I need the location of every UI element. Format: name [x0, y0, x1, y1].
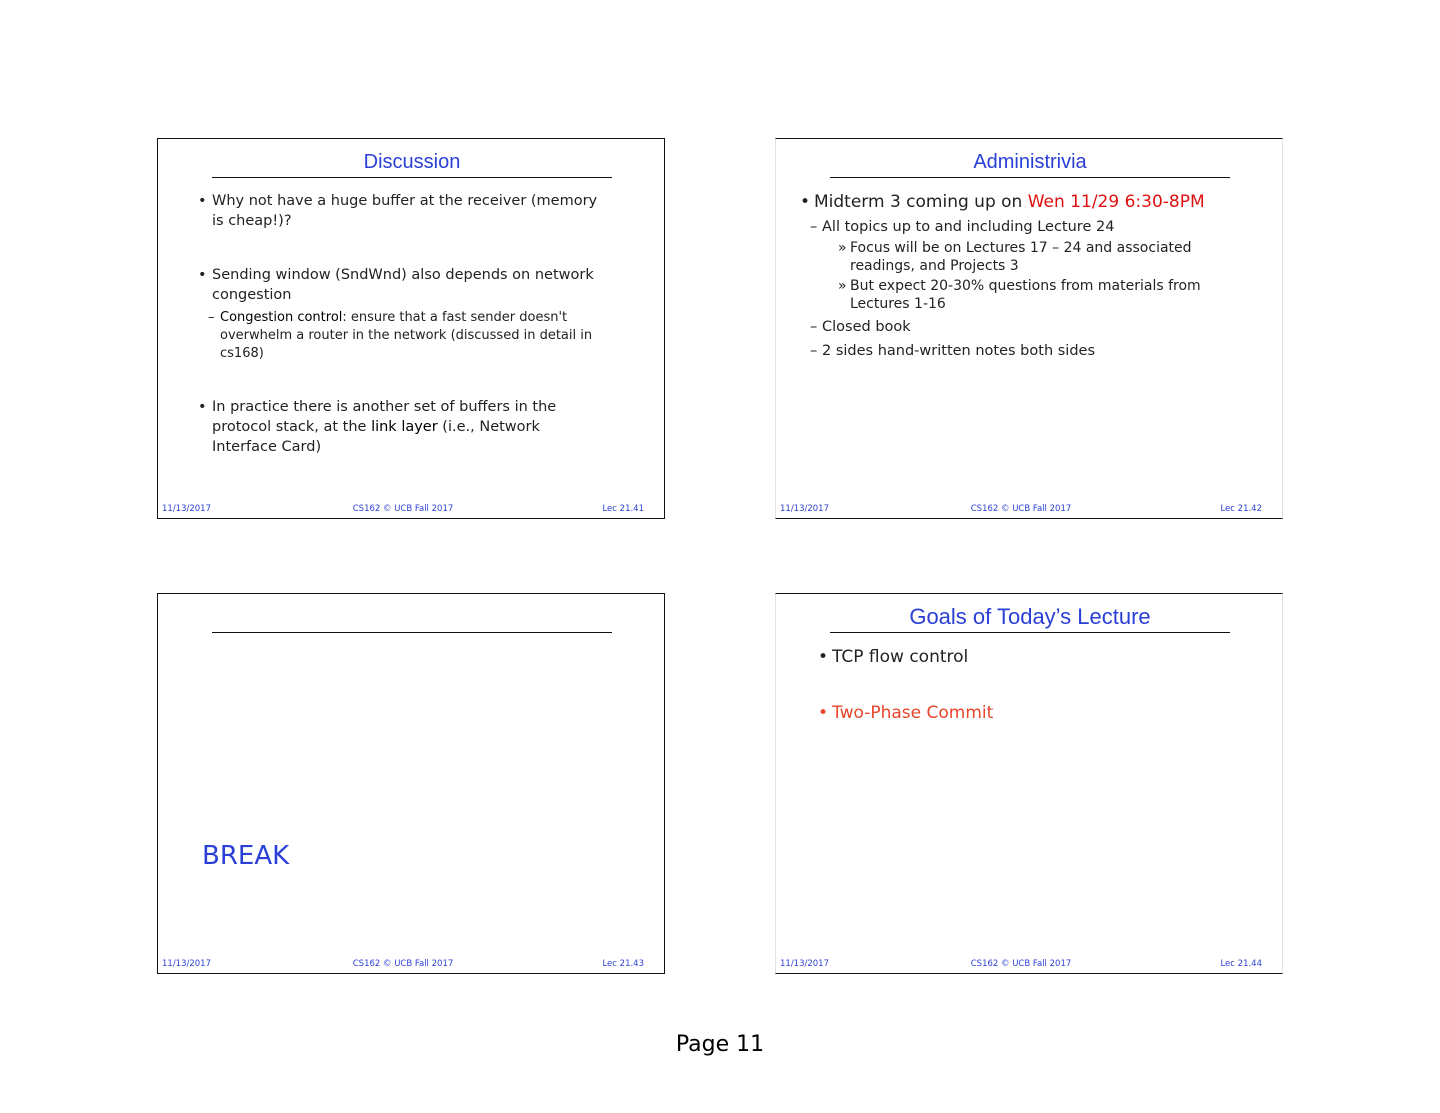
slide-discussion [157, 138, 665, 519]
slide-administrivia [775, 138, 1283, 519]
sub-sub-bullet-item: » Focus will be on Lectures 17 – 24 and associated readings, and Projects 3 [798, 239, 1252, 275]
footer-course: CS162 © UCB Fall 2017 [970, 504, 1072, 514]
footer-slide-number: Lec 21.44 [1220, 959, 1262, 969]
bullet-item [196, 397, 604, 457]
term-congestion-control: Congestion control [220, 310, 343, 325]
footer-date: 11/13/2017 [162, 504, 211, 514]
midterm-date: Wen 11/29 6:30-8PM [1027, 192, 1205, 212]
slide-title: Goals of Today’s Lecture [830, 604, 1230, 633]
bullet-text: In practice there is another set of buffers in the protocol stack, at the [212, 399, 557, 435]
sub-bullet-item [196, 309, 604, 363]
footer-slide-number: Lec 21.41 [602, 504, 644, 514]
page-number-label: Page 11 [675, 1032, 765, 1057]
slide-break [157, 593, 665, 974]
footer-slide-number: Lec 21.42 [1220, 504, 1262, 514]
footer-course: CS162 © UCB Fall 2017 [352, 959, 454, 969]
footer-course: CS162 © UCB Fall 2017 [970, 959, 1072, 969]
bullet-text: (i.e., Network Interface Card) [212, 419, 540, 455]
footer-date: 11/13/2017 [780, 959, 829, 969]
slide-footer [780, 959, 1262, 971]
slide-footer [780, 504, 1262, 516]
slide-title: Administrivia [830, 149, 1230, 178]
footer-slide-number: Lec 21.43 [602, 959, 644, 969]
sub-sub-bullet-item: » But expect 20-30% questions from materials from Lectures 1-16 [798, 277, 1252, 313]
sub-bullet-item: – Closed book [798, 317, 1252, 337]
slide-title [212, 604, 612, 633]
bullet-item: • Two-Phase Commit [816, 702, 1222, 724]
term-link-layer: link layer [371, 419, 438, 435]
slide-content [798, 191, 1252, 361]
slide-goals [775, 593, 1283, 974]
break-text: BREAK [202, 841, 290, 871]
bullet-item: • Sending window (SndWnd) also depends on network congestion [196, 265, 604, 305]
slide-content [196, 191, 604, 457]
sub-bullet-item: – All topics up to and including Lecture 24 [798, 217, 1252, 237]
slide-footer [162, 504, 644, 516]
footer-date: 11/13/2017 [162, 959, 211, 969]
sub-bullet-text: : ensure that a fast sender doesn't overwhelm a router in the network (discussed in detail in cs168) [220, 310, 593, 361]
footer-course: CS162 © UCB Fall 2017 [352, 504, 454, 514]
slide-title: Discussion [212, 149, 612, 178]
bullet-item: • TCP flow control [816, 646, 1222, 668]
bullet-item: • Why not have a huge buffer at the receiver (memory is cheap!)? [196, 191, 604, 231]
footer-date: 11/13/2017 [780, 504, 829, 514]
bullet-text: Midterm 3 coming up on [814, 192, 1028, 212]
slide-footer [162, 959, 644, 971]
sub-bullet-item: – 2 sides hand-written notes both sides [798, 341, 1252, 361]
bullet-item [798, 191, 1252, 213]
slide-content [816, 646, 1222, 724]
